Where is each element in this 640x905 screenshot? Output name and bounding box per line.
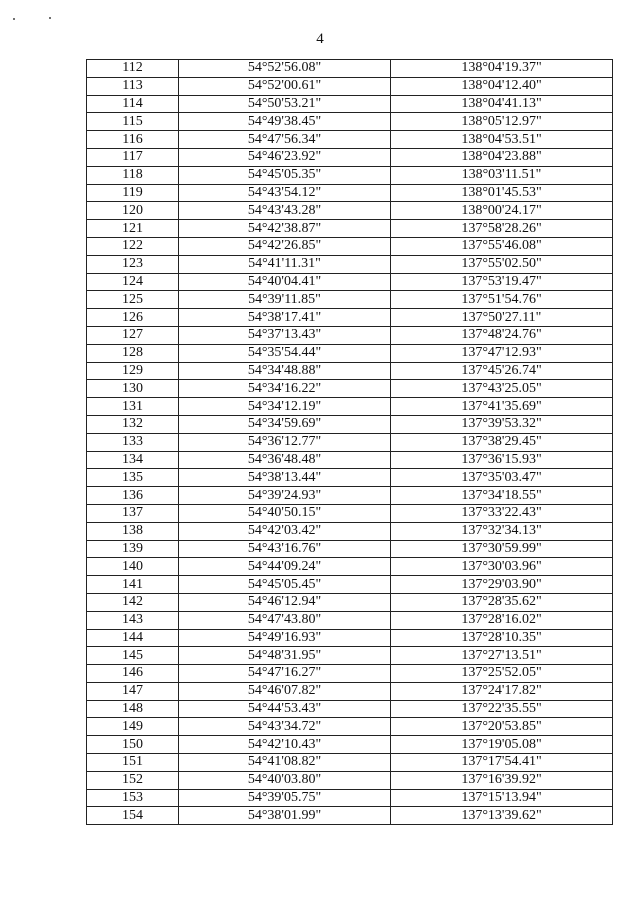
longitude-cell: 137°30'59.99" [391,540,613,558]
latitude-cell: 54°37'13.43" [179,326,391,344]
latitude-cell: 54°38'13.44" [179,469,391,487]
longitude-cell: 137°43'25.05" [391,380,613,398]
table-row [87,95,613,113]
latitude-cell: 54°42'38.87" [179,220,391,238]
latitude-cell: 54°36'48.48" [179,451,391,469]
latitude-cell: 54°47'43.80" [179,611,391,629]
latitude-cell: 54°44'53.43" [179,700,391,718]
point-number-cell: 127 [87,326,179,344]
longitude-cell: 137°36'15.93" [391,451,613,469]
latitude-cell: 54°42'10.43" [179,736,391,754]
point-number-cell: 134 [87,451,179,469]
longitude-cell: 138°04'19.37" [391,60,613,78]
table-row [87,273,613,291]
scan-mark [49,17,51,19]
point-number-cell: 130 [87,380,179,398]
latitude-cell: 54°49'16.93" [179,629,391,647]
point-number-cell: 150 [87,736,179,754]
coordinates-table [86,59,613,825]
longitude-cell: 137°32'34.13" [391,522,613,540]
latitude-cell: 54°41'08.82" [179,754,391,772]
latitude-cell: 54°42'03.42" [179,522,391,540]
table-row [87,789,613,807]
point-number-cell: 154 [87,807,179,825]
latitude-cell: 54°34'48.88" [179,362,391,380]
longitude-cell: 137°47'12.93" [391,344,613,362]
point-number-cell: 140 [87,558,179,576]
scan-mark [13,18,15,20]
longitude-cell: 137°55'46.08" [391,237,613,255]
point-number-cell: 119 [87,184,179,202]
table-row [87,131,613,149]
table-row [87,611,613,629]
latitude-cell: 54°43'16.76" [179,540,391,558]
point-number-cell: 113 [87,77,179,95]
longitude-cell: 137°22'35.55" [391,700,613,718]
table-row [87,255,613,273]
table-row [87,344,613,362]
longitude-cell: 137°24'17.82" [391,682,613,700]
latitude-cell: 54°43'43.28" [179,202,391,220]
latitude-cell: 54°35'54.44" [179,344,391,362]
point-number-cell: 125 [87,291,179,309]
table-row [87,362,613,380]
point-number-cell: 149 [87,718,179,736]
longitude-cell: 137°34'18.55" [391,487,613,505]
latitude-cell: 54°38'01.99" [179,807,391,825]
latitude-cell: 54°43'34.72" [179,718,391,736]
latitude-cell: 54°39'05.75" [179,789,391,807]
latitude-cell: 54°45'05.35" [179,166,391,184]
table-row [87,522,613,540]
point-number-cell: 117 [87,148,179,166]
latitude-cell: 54°44'09.24" [179,558,391,576]
point-number-cell: 141 [87,576,179,594]
table-row [87,682,613,700]
point-number-cell: 151 [87,754,179,772]
point-number-cell: 118 [87,166,179,184]
latitude-cell: 54°40'04.41" [179,273,391,291]
point-number-cell: 136 [87,487,179,505]
latitude-cell: 54°40'03.80" [179,771,391,789]
longitude-cell: 137°55'02.50" [391,255,613,273]
table-row [87,487,613,505]
latitude-cell: 54°42'26.85" [179,237,391,255]
latitude-cell: 54°36'12.77" [179,433,391,451]
table-row [87,665,613,683]
coordinates-table-body [87,60,613,825]
latitude-cell: 54°48'31.95" [179,647,391,665]
longitude-cell: 137°29'03.90" [391,576,613,594]
point-number-cell: 145 [87,647,179,665]
point-number-cell: 131 [87,398,179,416]
point-number-cell: 120 [87,202,179,220]
table-row [87,469,613,487]
longitude-cell: 137°16'39.92" [391,771,613,789]
table-row [87,113,613,131]
point-number-cell: 138 [87,522,179,540]
table-row [87,451,613,469]
point-number-cell: 139 [87,540,179,558]
point-number-cell: 147 [87,682,179,700]
table-row [87,380,613,398]
longitude-cell: 138°00'24.17" [391,202,613,220]
table-row [87,415,613,433]
point-number-cell: 129 [87,362,179,380]
table-row [87,754,613,772]
point-number-cell: 135 [87,469,179,487]
latitude-cell: 54°47'56.34" [179,131,391,149]
point-number-cell: 116 [87,131,179,149]
longitude-cell: 137°25'52.05" [391,665,613,683]
table-row [87,629,613,647]
table-row [87,184,613,202]
point-number-cell: 114 [87,95,179,113]
point-number-cell: 128 [87,344,179,362]
point-number-cell: 153 [87,789,179,807]
table-row [87,736,613,754]
latitude-cell: 54°39'11.85" [179,291,391,309]
longitude-cell: 137°33'22.43" [391,504,613,522]
latitude-cell: 54°46'07.82" [179,682,391,700]
table-row [87,540,613,558]
longitude-cell: 137°39'53.32" [391,415,613,433]
latitude-cell: 54°38'17.41" [179,309,391,327]
table-row [87,771,613,789]
table-row [87,718,613,736]
point-number-cell: 132 [87,415,179,433]
longitude-cell: 138°04'12.40" [391,77,613,95]
point-number-cell: 133 [87,433,179,451]
longitude-cell: 137°35'03.47" [391,469,613,487]
point-number-cell: 152 [87,771,179,789]
table-row [87,576,613,594]
table-row [87,166,613,184]
longitude-cell: 138°04'41.13" [391,95,613,113]
table-row [87,148,613,166]
longitude-cell: 137°53'19.47" [391,273,613,291]
longitude-cell: 137°45'26.74" [391,362,613,380]
table-row [87,593,613,611]
longitude-cell: 137°50'27.11" [391,309,613,327]
latitude-cell: 54°34'12.19" [179,398,391,416]
longitude-cell: 137°30'03.96" [391,558,613,576]
latitude-cell: 54°50'53.21" [179,95,391,113]
table-row [87,60,613,78]
table-row [87,398,613,416]
point-number-cell: 142 [87,593,179,611]
longitude-cell: 138°04'53.51" [391,131,613,149]
longitude-cell: 137°38'29.45" [391,433,613,451]
longitude-cell: 137°27'13.51" [391,647,613,665]
table-row [87,700,613,718]
table-row [87,433,613,451]
point-number-cell: 122 [87,237,179,255]
longitude-cell: 138°04'23.88" [391,148,613,166]
point-number-cell: 115 [87,113,179,131]
latitude-cell: 54°40'50.15" [179,504,391,522]
point-number-cell: 126 [87,309,179,327]
longitude-cell: 137°17'54.41" [391,754,613,772]
latitude-cell: 54°39'24.93" [179,487,391,505]
latitude-cell: 54°46'23.92" [179,148,391,166]
latitude-cell: 54°34'59.69" [179,415,391,433]
table-row [87,647,613,665]
latitude-cell: 54°52'00.61" [179,77,391,95]
latitude-cell: 54°52'56.08" [179,60,391,78]
longitude-cell: 137°51'54.76" [391,291,613,309]
longitude-cell: 138°05'12.97" [391,113,613,131]
table-row [87,220,613,238]
point-number-cell: 123 [87,255,179,273]
table-row [87,558,613,576]
table-row [87,326,613,344]
point-number-cell: 137 [87,504,179,522]
longitude-cell: 137°28'16.02" [391,611,613,629]
latitude-cell: 54°47'16.27" [179,665,391,683]
longitude-cell: 138°03'11.51" [391,166,613,184]
table-row [87,202,613,220]
longitude-cell: 138°01'45.53" [391,184,613,202]
longitude-cell: 137°13'39.62" [391,807,613,825]
table-row [87,237,613,255]
table-row [87,807,613,825]
latitude-cell: 54°46'12.94" [179,593,391,611]
latitude-cell: 54°45'05.45" [179,576,391,594]
point-number-cell: 124 [87,273,179,291]
longitude-cell: 137°20'53.85" [391,718,613,736]
longitude-cell: 137°28'35.62" [391,593,613,611]
point-number-cell: 144 [87,629,179,647]
latitude-cell: 54°49'38.45" [179,113,391,131]
table-row [87,77,613,95]
longitude-cell: 137°15'13.94" [391,789,613,807]
longitude-cell: 137°41'35.69" [391,398,613,416]
point-number-cell: 146 [87,665,179,683]
page-number: 4 [316,31,324,47]
latitude-cell: 54°34'16.22" [179,380,391,398]
point-number-cell: 121 [87,220,179,238]
longitude-cell: 137°28'10.35" [391,629,613,647]
latitude-cell: 54°41'11.31" [179,255,391,273]
latitude-cell: 54°43'54.12" [179,184,391,202]
longitude-cell: 137°19'05.08" [391,736,613,754]
table-row [87,291,613,309]
point-number-cell: 112 [87,60,179,78]
table-row [87,504,613,522]
longitude-cell: 137°58'28.26" [391,220,613,238]
point-number-cell: 148 [87,700,179,718]
longitude-cell: 137°48'24.76" [391,326,613,344]
table-row [87,309,613,327]
point-number-cell: 143 [87,611,179,629]
